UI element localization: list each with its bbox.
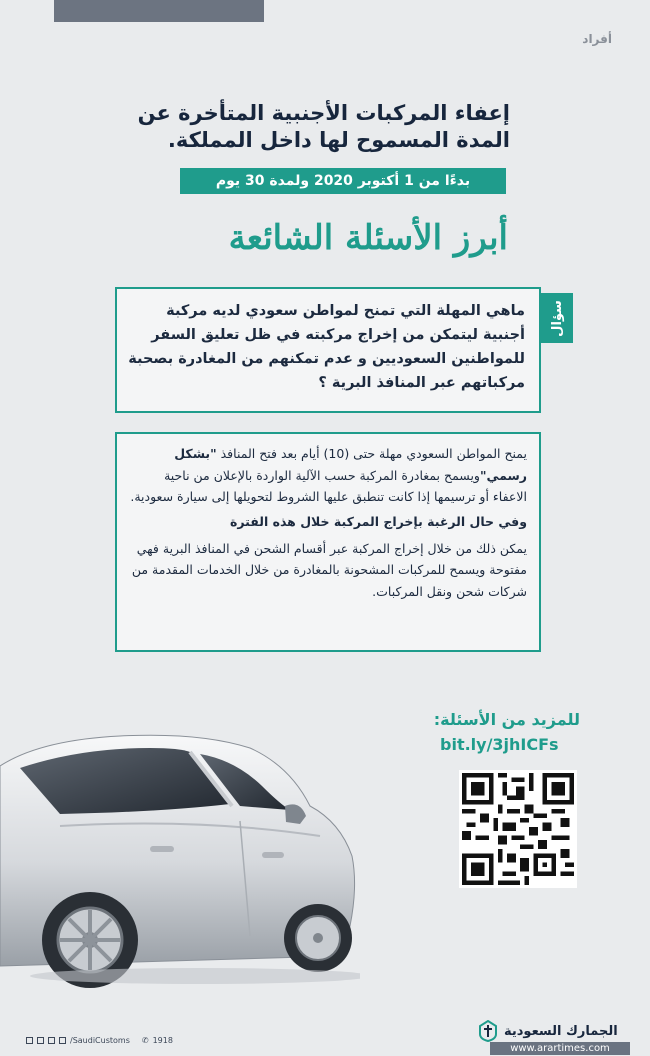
more-questions-label: للمزيد من الأسئلة: (433, 710, 580, 729)
answer-subheading: وفي حال الرغبة بإخراج المركبة خلال هذه الفترة (230, 513, 527, 529)
answer-p1-bold: "بشكل رسمي" (174, 446, 527, 483)
customs-emblem-icon (478, 1020, 498, 1042)
more-questions-link[interactable]: bit.ly/3jhICFs (440, 735, 559, 754)
answer-p1-start: يمنح المواطن السعودي مهلة حتى (10) أيام بعد فتح المنافذ (220, 446, 527, 461)
phone-icon: ✆ (141, 1036, 149, 1045)
qr-code-icon[interactable] (459, 770, 577, 888)
answer-box (115, 432, 541, 652)
social-handle: /SaudiCustoms (70, 1036, 130, 1045)
car-illustration (0, 726, 360, 988)
brand-name: الجمارك السعودية (504, 1023, 618, 1039)
footer-social (26, 1036, 186, 1045)
category-label: أفراد (582, 32, 612, 46)
question-box (115, 287, 541, 413)
youtube-icon[interactable] (59, 1037, 66, 1044)
top-bar (54, 0, 264, 22)
answer-paragraph-1 (129, 443, 527, 508)
instagram-icon[interactable] (48, 1037, 55, 1044)
twitter-icon[interactable] (37, 1037, 44, 1044)
faq-title: أبرز الأسئلة الشائعة (228, 218, 508, 258)
question-tag: سؤال (541, 293, 573, 343)
headline: إعفاء المركبات الأجنبية المتأخرة عن المدة المسموح لها داخل المملكة. (137, 101, 510, 152)
date-band: بدءًا من 1 أكتوبر 2020 ولمدة 30 يوم (180, 168, 506, 194)
footer-logo (478, 1020, 628, 1042)
phone-number: 1918 (152, 1036, 173, 1045)
watermark: www.arartimes.com (490, 1042, 630, 1055)
question-text: ماهي المهلة التي تمنح لمواطن سعودي لديه مركبة أجنبية ليتمكن من إخراج مركبته في ظل تعليق السفر للمواطنين السعوديين و عدم تمكنهم من المغادرة بصحبة مركباتهم عبر المنافذ البرية ؟ (128, 303, 525, 391)
answer-p1-end: ويسمح بمغادرة المركبة حسب الآلية الواردة بالإعلان من ناحية الاعفاء أو ترسيمها إذا كانت تنطبق عليها الشروط لتحويلها إلى سيارة سعودية. (130, 467, 527, 504)
answer-paragraph-2: يمكن ذلك من خلال إخراج المركبة عبر أقسام الشحن في المنافذ البرية فهي مفتوحة ويسمح للمركبات المشحونة بالمغادرة من خلال الخدمات المقدمة من شركات شحن ونقل المركبات. (131, 540, 527, 599)
facebook-icon[interactable] (26, 1037, 33, 1044)
